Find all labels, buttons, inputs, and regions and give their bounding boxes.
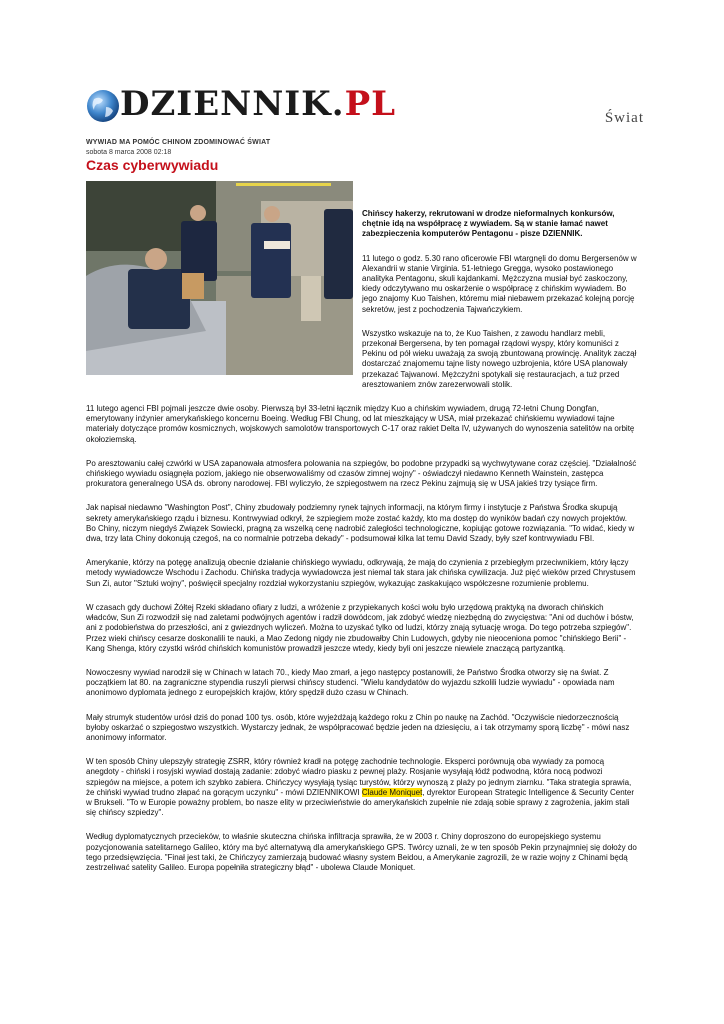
article-date: sobota 8 marca 2008 02:18 — [86, 149, 172, 156]
article-body — [86, 181, 637, 887]
section-label: Świat — [604, 110, 644, 126]
paragraph: Wszystko wskazuje na to, że Kuo Taishen, z zawodu handlarz mebli, przekonał Bergersena, by ten pomagał rządowi wyspy, który komuniści z Pekinu od pół wieku uważają za swoją zbuntowaną prowincję. Analityk zaczął dostarczać znajomemu tajne listy nowego uzbrojenia, które USA planowały przekazać Tajwanowi. Mężczyźni spotykali się restauracjach, a tuż przed aresztowaniem znów zarezerwowali stolik. — [362, 328, 637, 389]
article-kicker: WYWIAD MA POMÓC CHINOM ZDOMINOWAĆ ŚWIAT — [86, 139, 271, 146]
paragraph: 11 lutego o godz. 5.30 rano oficerowie FBI wtargnęli do domu Bergersenów w Alexandrii w stanie Virginia. 51-letniego Gregga, wysoko postawionego analityka Pentagonu, skuli kajdankami. Mężczyzna musiał być zaskoczony, kiedy odczytywano mu oskarżenie o współpracę z chińskim wywiadem. Bo jego znajomy Kuo Taishen, któremu miał niebawem przekazać kolejną porcję sekretów, jest z pochodzenia Tajwańczykiem. — [362, 253, 637, 314]
paragraph: 11 lutego agenci FBI pojmali jeszcze dwie osoby. Pierwszą był 33-letni łącznik między Kuo a chińskim wywiadem, drugą 72-letni Chung Dongfan, emerytowany inżynier amerykańskiego koncernu Boeing. Według FBI Chung, od lat mieszkający w USA, miał przekazać chińskiemu wywiadowi tajne materiały dotyczące promów kosmicznych, wojskowych samolotów transportowych C-17 oraz rakiet Delta IV, używanych do wynoszenia satelitów na orbitę okołoziemską. — [86, 404, 635, 444]
globe-icon — [86, 89, 120, 123]
paragraph: W ten sposób Chiny ulepszyły strategię ZSRR, który również kradł na potęgę zachodnie technologie. Eksperci porównują oba wywiady za pomocą anegdoty - chiński i rosyjski wywiad dostają zadanie: zdobyć wiadro piasku z pewnej plaży. Rosjanie wysyłają łódź podwodną, która nocą podwozi szpiegów na miejsce, a potem ich szybko zabiera. Chińczycy wysyłają tysiąc turystów, którzy wynoszą z plaży po jednym ziarnku. "Taka strategia sprawia, że chiński wywiad trudno złapać na gorącym uczynku" - mówi DZIENNIKOWI Claude Moniquet, dyrektor European Strategic Intelligence & Security Center w Brukseli. "To w Europie poważny problem, bo nasze elity w przeciwieństwie do amerykańskich zupełnie nie zdają sobie sprawy z zagrożenia, jakim stali się chińscy szpiedzy". — [86, 757, 634, 818]
article-title: Czas cyberwywiadu — [86, 157, 219, 173]
highlighted-name: Claude Moniquet — [361, 787, 423, 797]
article-lead: Chińscy hakerzy, rekrutowani w drodze nieformalnych konkursów, chętnie idą na współpracę z wywiadem. Są w stanie łamać nawet zabezpieczenia komputerów Pentagonu - pisze DZIENNIK. — [362, 209, 615, 239]
paragraph: W czasach gdy duchowi Żółtej Rzeki składano ofiary z ludzi, a wróżenie z przypiekanych kości wołu było urzędową praktyką na dworach chińskich władców, Sun Zi rozwodził się nad zaletami podwójnych agentów i radził dowódcom, jak zdobyć wiedzę niezbędną do zwycięstwa: "Ani od duchów i bóstw, ani z podobieństwa do przeszłości, ani z gwiezdnych wyliczeń. Można to uzyskać tylko od ludzi, którzy znają sytuację wroga. Do tego potrzeba szpiegów". Przez wieki chińscy cesarze doskonalili te nauki, a Mao Zedong nigdy nie zbudowałby Chin Ludowych, gdyby nie nieoceniona pomoc "chińskiego Berii" - Kang Shenga, który czystki wśród chińskich komunistów prowadził jeszcze wtedy, kiedy byli oni jeszcze niewiele znaczącą partyzantką. — [86, 602, 634, 653]
paragraph: Jak napisał niedawno "Washington Post", Chiny zbudowały podziemny rynek tajnych informacji, na którym firmy i instytucje z Państwa Środka skupują sekrety amerykańskiego rządu i biznesu. Kontrwywiad odkrył, że szpiegiem może zostać każdy, kto ma dostęp do wyników badań czy nowych projektów. Bo Chiny, niczym niegdyś Związek Sowiecki, pragną za wszelką cenę nadrobić zaległości technologiczne, kopiując gotowe rozwiązania. "To widać, kiedy w dwa, trzy lata Chiny dokonują czegoś, na co normalnie potrzeba dekady" - podsumował kilka lat temu David Szady, były szef kontrwywiadu FBI. — [86, 503, 635, 544]
paragraph: Według dyplomatycznych przecieków, to właśnie skuteczna chińska infiltracja sprawiła, że w 2003 r. Chiny doproszono do europejskiego systemu pozycjonowania satelitarnego Galileo, który ma być alternatywą dla amerykańskiego GPS. Twórcy uznali, że w ten sposób Pekin przynajmniej się dołoży do tego przedsięwzięcia. "Finał jest taki, że Chińczycy zamierzają budować własny system Beidou, a Amerykanie zagrozili, że w razie wojny z Chinami będą zestrzeliwać satelity Galileo. Europa popełniła strategiczny błąd" - ubolewa Claude Moniquet. — [86, 832, 637, 872]
site-logo[interactable] — [86, 86, 406, 130]
paragraph: Nowoczesny wywiad narodził się w Chinach w latach 70., kiedy Mao zmarł, a jego następcy postanowili, że Państwo Środka otworzy się na świat. Z początkiem lat 80. na zagraniczne stypendia ruszyli pierwsi chińscy studenci. "Wielu kandydatów do wyjazdu szkolili ludzie wywiadu" - opowiada nam anonimowo dyplomata jednego z europejskich krajów, który spędził dużo czasu w Chinach. — [86, 667, 615, 698]
paragraph: Po aresztowaniu całej czwórki w USA zapanowała atmosfera polowania na szpiegów, bo podobne przypadki są wychwytywane coraz częściej. "Działalność chińskiego wywiadu osiągnęła poziom, jakiego nie obserwowaliśmy od czasów zimnej wojny" - oświadczył niedawno Kenneth Wainstein, zastępca prokuratora generalnego USA ds. obrony narodowej. FBI wyliczyło, że szpiegostwem na rzecz Pekinu zajmują się w USA jakieś trzy tysiące firm. — [86, 458, 637, 489]
paragraph: Mały strumyk studentów urósł dziś do ponad 100 tys. osób, które wyjeżdżają każdego roku z Chin po naukę na Zachód. "Oczywiście niedorzecznością byłoby oskarżać o szpiegostwo wszystkich. Wystarczy jednak, że współpracować będzie jeden na dziesięciu, a i tak otrzymamy sporą liczbę" - mówi nasz anonimowy informator. — [86, 712, 630, 742]
logo-wordmark: DZIENNIK.PL — [120, 84, 397, 124]
paragraph: Amerykanie, którzy na potęgę analizują obecnie działanie chińskiego wywiadu, odkrywają, że mają do czynienia z przebiegłym przeciwnikiem, który łączy metody wywiadowcze Wschodu i Zachodu. Chińska tradycja wywiadowcza jest niemal tak stara jak chińska cywilizacja. Już pięć wieków przed Chrystusem Sun Zi, autor "Sztuki wojny", poświęcił specjalny rozdział wykorzystaniu szpiegów, wykazując zaskakująco współczesne rozumienie problemu. — [86, 558, 636, 588]
